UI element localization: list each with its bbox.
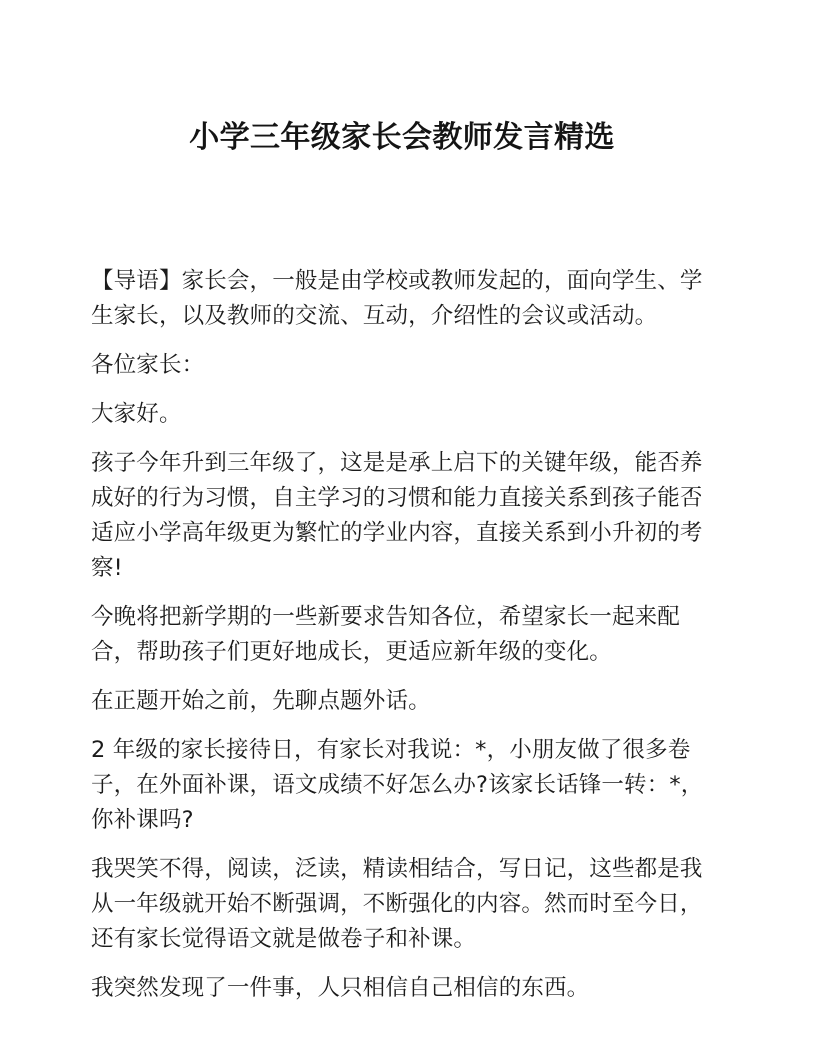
paragraph: 【导语】家长会，一般是由学校或教师发起的，面向学生、学生家长，以及教师的交流、互动，介绍性的会议或活动。 (91, 268, 703, 329)
paragraph: 在正题开始之前，先聊点题外话。 (91, 688, 431, 714)
paragraph: 我突然发现了一件事，人只相信自己相信的东西。 (91, 975, 590, 1001)
page-title: 小学三年级家长会教师发言精选 (189, 120, 615, 155)
paragraph: 今晚将把新学期的一些新要求告知各位，希望家长一起来配合，帮助孩子们更好地成长，更适应新年级的变化。 (91, 604, 680, 665)
title-body-spacer (91, 160, 713, 264)
paragraph: 2 年级的家长接待日，有家长对我说：*，小朋友做了很多卷子，在外面补课，语文成绩不好怎么办?该家长话锋一转：*，你补课吗? (91, 737, 704, 833)
paragraph: 孩子今年升到三年级了，这是是承上启下的关键年级，能否养成好的行为习惯，自主学习的习惯和能力直接关系到孩子能否适应小学高年级更为繁忙的学业内容，直接关系到小升初的考察! (91, 450, 703, 581)
paragraph: 我哭笑不得，阅读，泛读，精读相结合，写日记，这些都是我从一年级就开始不断强调，不断强化的内容。然而时至今日，还有家长觉得语文就是做卷子和补课。 (91, 856, 703, 952)
paragraph-container (91, 264, 713, 1006)
paragraph: 各位家长： (91, 352, 205, 378)
paragraph: 大家好。 (91, 401, 182, 427)
document-body (91, 0, 713, 1006)
